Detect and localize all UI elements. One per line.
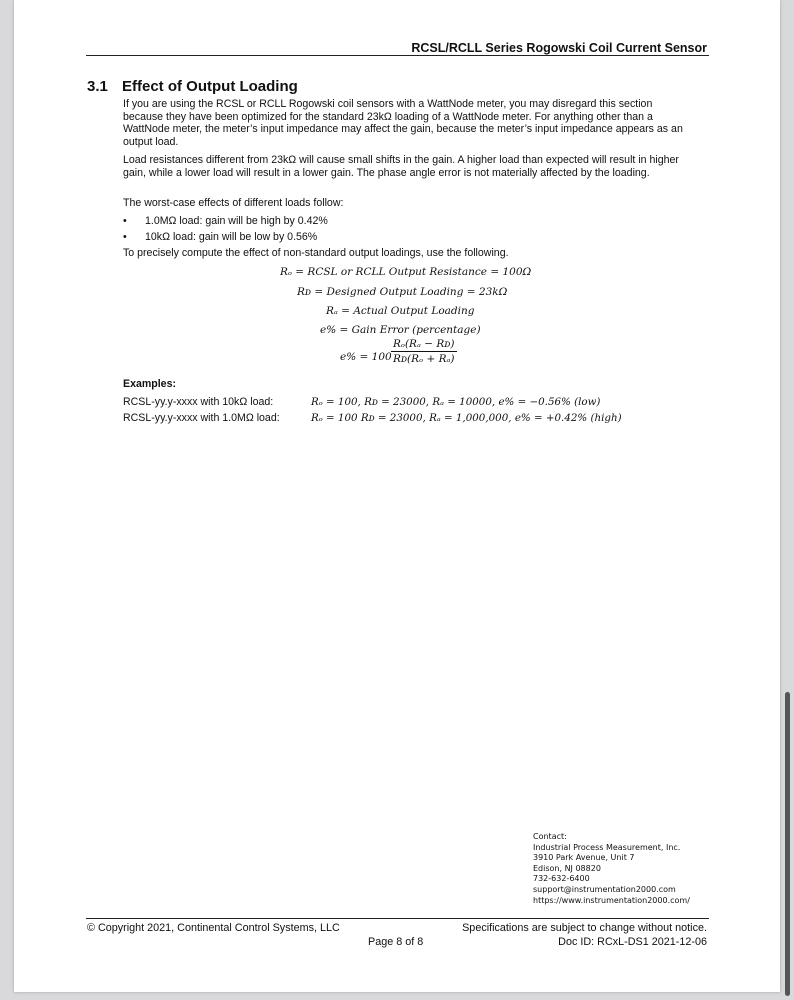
fraction-numerator: Rₒ(Rₐ − Rᴅ) <box>393 338 455 350</box>
equation-formula-fraction <box>391 338 457 365</box>
equation-formula-lhs: e% = 100 <box>340 351 392 363</box>
contact-line: Industrial Process Measurement, Inc. <box>533 842 681 852</box>
equation-gain-error: e% = Gain Error (percentage) <box>320 324 481 336</box>
header-rule <box>86 55 709 56</box>
example-label: RCSL-yy.y-xxxx with 10kΩ load: <box>123 396 274 408</box>
equation-output-resistance: Rₒ = RCSL or RCLL Output Resistance = 100Ω <box>280 266 532 278</box>
section-title: Effect of Output Loading <box>122 78 298 95</box>
contact-url: https://www.instrumentation2000.com/ <box>533 895 690 905</box>
paragraph-1: If you are using the RCSL or RCLL Rogowski coil sensors with a WattNode meter, you may disregard this section because they have been optimized for the standard 23kΩ loading of a WattNode meter. For anything other than a WattNode meter, the meter’s input impedance may affect the gain, because the meter’s input impedance appears as an output load. <box>123 98 683 148</box>
section-number: 3.1 <box>87 78 108 95</box>
footer-doc-id: Doc ID: RCxL-DS1 2021-12-06 <box>558 936 707 948</box>
paragraph-4: To precisely compute the effect of non-standard output loadings, use the following. <box>123 247 509 259</box>
document-page <box>14 0 780 992</box>
contact-line: Edison, NJ 08820 <box>533 863 601 873</box>
fraction-denominator: Rᴅ(Rₒ + Rₐ) <box>393 353 455 365</box>
equation-actual-loading: Rₐ = Actual Output Loading <box>326 305 475 317</box>
contact-email: support@instrumentation2000.com <box>533 884 676 894</box>
list-item: • 10kΩ load: gain will be low by 0.56% <box>123 229 328 245</box>
contact-stamp <box>533 832 690 906</box>
list-item: • 1.0MΩ load: gain will be high by 0.42% <box>123 213 328 229</box>
footer-notice: Specifications are subject to change without notice. <box>462 922 707 934</box>
examples-heading: Examples: <box>123 378 176 390</box>
vertical-scrollbar[interactable] <box>785 692 790 996</box>
equation-designed-loading: Rᴅ = Designed Output Loading = 23kΩ <box>297 286 508 298</box>
contact-line: 732-632-6400 <box>533 874 590 884</box>
contact-line: 3910 Park Avenue, Unit 7 <box>533 853 635 863</box>
example-value: Rₒ = 100, Rᴅ = 23000, Rₐ = 10000, e% = −0.56% (low) <box>311 396 601 408</box>
paragraph-2: Load resistances different from 23kΩ will cause small shifts in the gain. A higher load than expected will result in higher gain, while a lower load will result in a lower gain. The phase angle error is not materially affected by the loading. <box>123 154 679 179</box>
example-label: RCSL-yy.y-xxxx with 1.0MΩ load: <box>123 412 280 424</box>
example-value: Rₒ = 100 Rᴅ = 23000, Rₐ = 1,000,000, e% = +0.42% (high) <box>311 412 622 424</box>
footer-copyright: © Copyright 2021, Continental Control Systems, LLC <box>87 922 340 934</box>
load-effects-list <box>123 213 328 245</box>
header-title: RCSL/RCLL Series Rogowski Coil Current Sensor <box>411 41 707 55</box>
paragraph-3: The worst-case effects of different loads follow: <box>123 197 344 209</box>
footer-page-number: Page 8 of 8 <box>368 936 424 948</box>
footer-rule <box>86 918 709 919</box>
contact-line: Contact: <box>533 832 567 841</box>
